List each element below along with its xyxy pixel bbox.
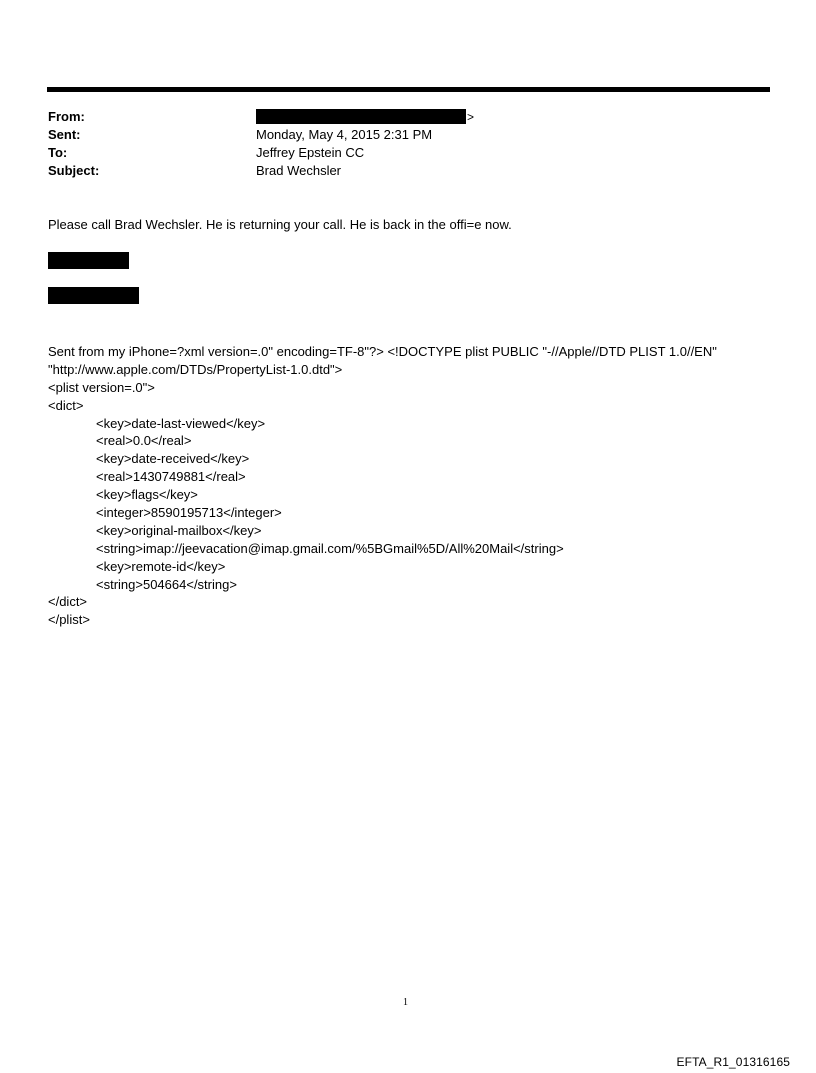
plist-line: <real>0.0</real> <box>96 433 192 449</box>
plist-line: <integer>8590195713</integer> <box>96 505 282 521</box>
plist-block <box>48 343 717 629</box>
from-suffix: > <box>467 110 475 124</box>
redacted-sender <box>256 109 466 124</box>
plist-line: <key>date-received</key> <box>96 451 250 467</box>
plist-line: <key>flags</key> <box>96 487 198 503</box>
plist-line: <dict> <box>48 397 84 413</box>
plist-line: </plist> <box>48 612 90 628</box>
plist-line: Sent from my iPhone=?xml version=.0" encoding=TF-8"?> <!DOCTYPE plist PUBLIC "-//Apple//DTD PLIST 1.0//EN" <box>48 344 717 359</box>
plist-line: <key>original-mailbox</key> <box>96 522 262 538</box>
plist-line: <string>504664</string> <box>96 576 237 592</box>
from-value <box>256 108 474 126</box>
subject-value: Brad Wechsler <box>256 163 342 178</box>
subject-label: Subject: <box>48 163 100 178</box>
plist-line: <key>date-last-viewed</key> <box>96 415 266 431</box>
plist-line: <string>imap://jeevacation@imap.gmail.com/%5BGmail%5D/All%20Mail</string> <box>96 540 564 556</box>
plist-line: <plist version=.0"> <box>48 379 155 395</box>
plist-line: <real>1430749881</real> <box>96 469 246 485</box>
message-body: Please call Brad Wechsler. He is returning your call. He is back in the offi=e now. <box>48 217 512 232</box>
page-number: 1 <box>403 997 408 1008</box>
document-id: EFTA_R1_01316165 <box>676 1055 790 1069</box>
header-divider <box>47 87 770 92</box>
redacted-signature-line-2 <box>48 287 139 304</box>
redacted-signature-line-1 <box>48 252 129 269</box>
sent-label: Sent: <box>48 127 81 142</box>
sent-value: Monday, May 4, 2015 2:31 PM <box>256 127 433 142</box>
to-value: Jeffrey Epstein CC <box>256 145 365 160</box>
plist-line: </dict> <box>48 594 88 610</box>
plist-line: "http://www.apple.com/DTDs/PropertyList-1.0.dtd"> <box>48 361 343 377</box>
plist-line: <key>remote-id</key> <box>96 558 226 574</box>
from-label: From: <box>48 109 85 124</box>
to-label: To: <box>48 145 68 160</box>
